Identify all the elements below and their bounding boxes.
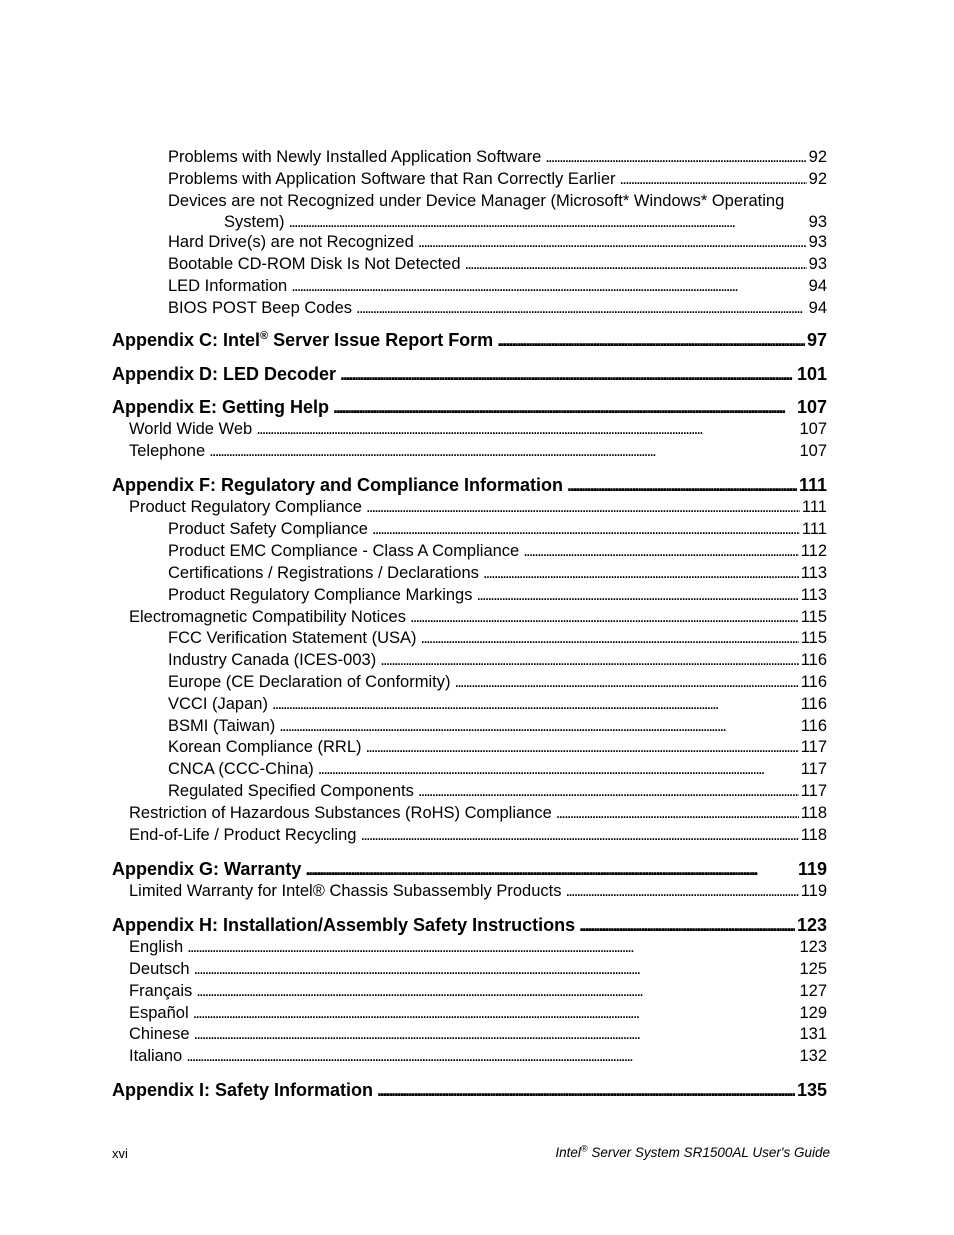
toc-appendix-i[interactable]: Appendix I: Safety Information . . . 135: [112, 1080, 827, 1101]
toc-entry[interactable]: Product Regulatory Compliance Markings . . . 113: [168, 586, 827, 605]
toc-entry[interactable]: Limited Warranty for Intel® Chassis Subassembly Products . . . 119: [129, 882, 827, 901]
toc-entry[interactable]: Industry Canada (ICES-003) . . . 116: [168, 651, 827, 670]
page-number: xvi: [112, 1146, 128, 1161]
toc-entry[interactable]: Europe (CE Declaration of Conformity) . . . 116: [168, 673, 827, 692]
toc-entry[interactable]: BSMI (Taiwan) . . . 116: [168, 717, 827, 736]
toc-entry[interactable]: Telephone . . . 107: [129, 442, 827, 461]
toc-entry[interactable]: LED Information . . . 94: [168, 277, 827, 296]
toc-entry[interactable]: Español . . . 129: [129, 1004, 827, 1023]
toc-entry[interactable]: Français . . . 127: [129, 982, 827, 1001]
toc-appendix-f[interactable]: Appendix F: Regulatory and Compliance Information . . . 111: [112, 475, 827, 496]
toc-entry[interactable]: Korean Compliance (RRL) . . . 117: [168, 738, 827, 757]
toc-entry[interactable]: Electromagnetic Compatibility Notices . . . 115: [129, 608, 827, 627]
toc-entry[interactable]: Chinese . . . 131: [129, 1025, 827, 1044]
toc-appendix-d[interactable]: Appendix D: LED Decoder . . . 101: [112, 364, 827, 385]
toc-entry[interactable]: Problems with Newly Installed Application Software . . . 92: [168, 148, 827, 167]
toc-entry[interactable]: Deutsch . . . 125: [129, 960, 827, 979]
toc-entry[interactable]: End-of-Life / Product Recycling . . . 118: [129, 826, 827, 845]
toc-entry[interactable]: Restriction of Hazardous Substances (RoHS) Compliance . . . 118: [129, 804, 827, 823]
toc-appendix-e[interactable]: Appendix E: Getting Help . . . 107: [112, 397, 827, 418]
toc-entry[interactable]: Italiano . . . 132: [129, 1047, 827, 1066]
toc-entry[interactable]: English . . . 123: [129, 938, 827, 957]
toc-entry-devices-line2[interactable]: System) . . . 93: [224, 213, 827, 232]
toc-entry[interactable]: VCCI (Japan) . . . 116: [168, 695, 827, 714]
toc-entry[interactable]: World Wide Web . . . 107: [129, 420, 827, 439]
toc-entry[interactable]: Certifications / Registrations / Declarations . . . 113: [168, 564, 827, 583]
toc-entry[interactable]: Regulated Specified Components . . . 117: [168, 782, 827, 801]
toc-entry[interactable]: Product EMC Compliance - Class A Compliance . . . 112: [168, 542, 827, 561]
footer-title: Intel® Server System SR1500AL User's Guide: [555, 1143, 830, 1160]
toc-appendix-c[interactable]: Appendix C: Intel® Server Issue Report Form . . . 97: [112, 330, 827, 351]
toc-entry[interactable]: FCC Verification Statement (USA) . . . 115: [168, 629, 827, 648]
toc-entry[interactable]: Hard Drive(s) are not Recognized . . . 93: [168, 233, 827, 252]
toc-entry[interactable]: Problems with Application Software that Ran Correctly Earlier . . . 92: [168, 170, 827, 189]
toc-appendix-g[interactable]: Appendix G: Warranty . . . 119: [112, 859, 827, 880]
toc-entry[interactable]: BIOS POST Beep Codes . . . 94: [168, 299, 827, 318]
toc-appendix-h[interactable]: Appendix H: Installation/Assembly Safety Instructions . . . 123: [112, 915, 827, 936]
toc-entry-devices-line1[interactable]: Devices are not Recognized under Device Manager (Microsoft* Windows* Operating: [168, 192, 785, 210]
toc-entry[interactable]: Product Regulatory Compliance . . . 111: [129, 498, 827, 517]
toc-entry[interactable]: CNCA (CCC-China) . . . 117: [168, 760, 827, 779]
toc-entry[interactable]: Product Safety Compliance . . . 111: [168, 520, 827, 539]
toc-entry[interactable]: Bootable CD-ROM Disk Is Not Detected . . . 93: [168, 255, 827, 274]
